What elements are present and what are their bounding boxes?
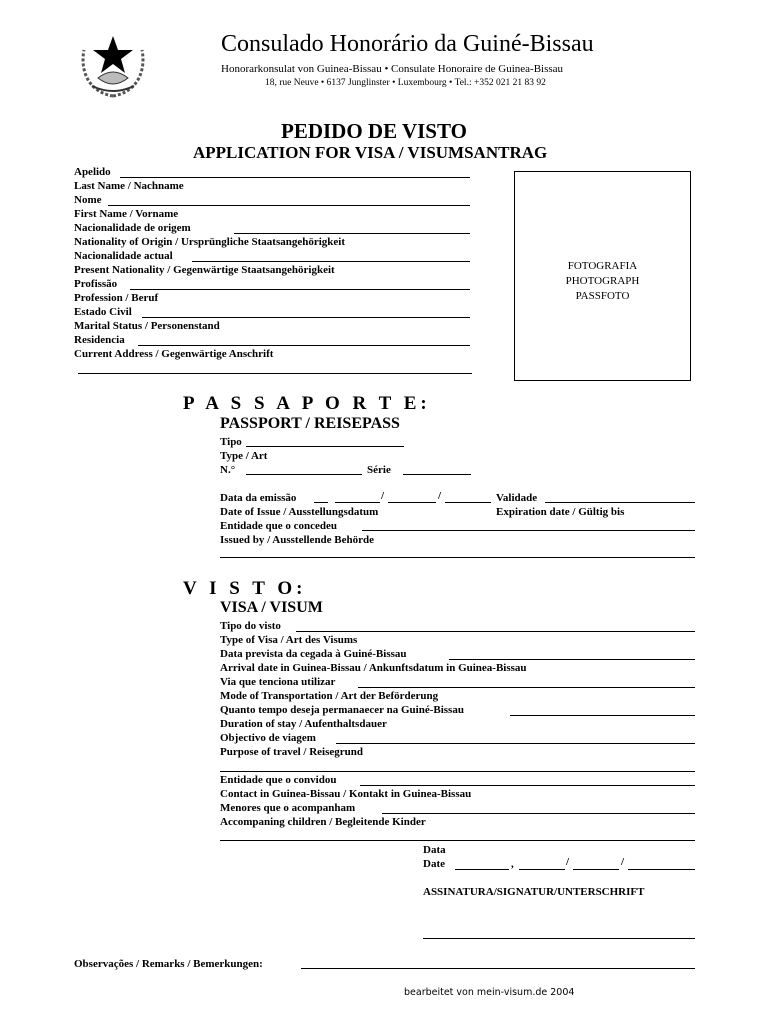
passport-series-field[interactable] bbox=[403, 474, 471, 475]
serie-label: Série bbox=[367, 464, 391, 476]
marital-status-field[interactable] bbox=[142, 317, 470, 318]
consulate-title: Consulado Honorário da Guiné-Bissau bbox=[221, 31, 594, 57]
issue-year-field[interactable] bbox=[445, 502, 491, 503]
children-field[interactable] bbox=[382, 813, 695, 814]
issue-date-prefix-field[interactable] bbox=[314, 502, 328, 503]
residence-field[interactable] bbox=[138, 345, 470, 346]
passport-type-field[interactable] bbox=[246, 446, 404, 447]
validade-label: Validade bbox=[496, 492, 538, 504]
issued-by-label: Issued by / Ausstellende Behörde bbox=[220, 534, 375, 546]
sign-day-field[interactable] bbox=[519, 869, 565, 870]
current-address-label: Current Address / Gegenwärtige Anschrift bbox=[74, 348, 274, 360]
children-continuation-field[interactable] bbox=[220, 840, 695, 841]
issuing-authority-continuation-field[interactable] bbox=[220, 557, 695, 558]
issue-month-field[interactable] bbox=[388, 502, 436, 503]
issuing-authority-field[interactable] bbox=[362, 530, 695, 531]
nacionalidade-origem-label: Nacionalidade de origem bbox=[74, 222, 191, 234]
passport-heading: P A S S A P O R T E: bbox=[183, 393, 431, 414]
arrival-date-field[interactable] bbox=[449, 659, 695, 660]
objectivo-label: Objectivo de viagem bbox=[220, 732, 316, 744]
date-separator: / bbox=[566, 856, 570, 868]
transport-field[interactable] bbox=[358, 687, 695, 688]
nationality-origin-field[interactable] bbox=[234, 233, 470, 234]
date-separator: / bbox=[621, 856, 625, 868]
date-separator: , bbox=[511, 858, 514, 870]
type-label: Type / Art bbox=[220, 450, 268, 462]
form-subtitle: APPLICATION FOR VISA / VISUMSANTRAG bbox=[193, 143, 548, 162]
sign-month-field[interactable] bbox=[573, 869, 619, 870]
passport-number-label: N.° bbox=[220, 464, 236, 476]
signature-label: ASSINATURA/SIGNATUR/UNTERSCHRIFT bbox=[423, 886, 645, 898]
photo-label-pt: FOTOGRAFIA bbox=[567, 260, 638, 272]
mode-label: Mode of Transportation / Art der Beförderung bbox=[220, 690, 439, 702]
present-nationality-label: Present Nationality / Gegenwärtige Staatsangehörigkeit bbox=[74, 264, 335, 276]
consulate-address: 18, rue Neuve • 6137 Junglinster • Luxembourg • Tel.: +352 021 21 83 92 bbox=[265, 78, 546, 88]
data-chegada-label: Data prevista da cegada à Guiné-Bissau bbox=[220, 648, 407, 660]
photo-label-de: PASSFOTO bbox=[575, 290, 630, 302]
children-label: Accompaning children / Begleitende Kinder bbox=[220, 816, 426, 828]
expiration-label: Expiration date / Gültig bis bbox=[496, 506, 625, 518]
purpose-continuation-field[interactable] bbox=[220, 771, 695, 772]
tipo-label: Tipo bbox=[220, 436, 242, 448]
passport-number-field[interactable] bbox=[246, 474, 362, 475]
date-separator: / bbox=[438, 490, 442, 502]
sign-year-field[interactable] bbox=[628, 869, 695, 870]
photo-box[interactable] bbox=[514, 171, 691, 381]
first-name-label: First Name / Vorname bbox=[74, 208, 179, 220]
photo-label-en: PHOTOGRAPH bbox=[565, 275, 640, 287]
date-issue-label: Date of Issue / Ausstellungsdatum bbox=[220, 506, 379, 518]
arrival-label: Arrival date in Guinea-Bissau / Ankunftsdatum in Guinea-Bissau bbox=[220, 662, 527, 674]
passport-subheading: PASSPORT / REISEPASS bbox=[220, 415, 400, 432]
address-continuation-field[interactable] bbox=[78, 373, 472, 374]
coat-of-arms-emblem bbox=[78, 30, 148, 98]
estado-civil-label: Estado Civil bbox=[74, 306, 132, 318]
first-name-field[interactable] bbox=[108, 205, 470, 206]
data-emissao-label: Data da emissão bbox=[220, 492, 297, 504]
form-title: PEDIDO DE VISTO bbox=[281, 119, 467, 143]
signature-field[interactable] bbox=[423, 938, 695, 939]
remarks-label: Observações / Remarks / Bemerkungen: bbox=[74, 958, 263, 970]
sign-date-prefix-field[interactable] bbox=[455, 869, 509, 870]
visa-subheading: VISA / VISUM bbox=[220, 599, 323, 616]
footer-note: bearbeitet von mein-visum.de 2004 bbox=[404, 987, 575, 998]
present-nationality-field[interactable] bbox=[192, 261, 470, 262]
date-label: Date bbox=[423, 858, 445, 870]
validity-field[interactable] bbox=[545, 502, 695, 503]
remarks-field[interactable] bbox=[301, 968, 695, 969]
profession-label: Profession / Beruf bbox=[74, 292, 159, 304]
marital-status-label: Marital Status / Personenstand bbox=[74, 320, 220, 332]
purpose-label: Purpose of travel / Reisegrund bbox=[220, 746, 363, 758]
menores-label: Menores que o acompanham bbox=[220, 802, 356, 814]
via-label: Via que tenciona utilizar bbox=[220, 676, 336, 688]
contact-field[interactable] bbox=[360, 785, 695, 786]
duration-label: Duration of stay / Aufenthaltsdauer bbox=[220, 718, 387, 730]
last-name-field[interactable] bbox=[120, 177, 470, 178]
apelido-label: Apelido bbox=[74, 166, 111, 178]
data-label: Data bbox=[423, 844, 446, 856]
tipo-visto-label: Tipo do visto bbox=[220, 620, 281, 632]
type-visa-label: Type of Visa / Art des Visums bbox=[220, 634, 358, 646]
visa-type-field[interactable] bbox=[296, 631, 695, 632]
entidade-convidou-label: Entidade que o convidou bbox=[220, 774, 337, 786]
consulate-subtitle: Honorarkonsulat von Guinea-Bissau • Consulate Honoraire de Guinea-Bissau bbox=[221, 63, 564, 75]
purpose-field[interactable] bbox=[336, 743, 695, 744]
nationality-origin-label: Nationality of Origin / Ursprüngliche Staatsangehörigkeit bbox=[74, 236, 346, 248]
duration-field[interactable] bbox=[510, 715, 695, 716]
nacionalidade-actual-label: Nacionalidade actual bbox=[74, 250, 173, 262]
entidade-label: Entidade que o concedeu bbox=[220, 520, 338, 532]
issue-day-field[interactable] bbox=[335, 502, 380, 503]
profession-field[interactable] bbox=[130, 289, 470, 290]
nome-label: Nome bbox=[74, 194, 102, 206]
last-name-label: Last Name / Nachname bbox=[74, 180, 184, 192]
visa-heading: V I S T O: bbox=[183, 578, 307, 599]
residencia-label: Residencia bbox=[74, 334, 125, 346]
date-separator: / bbox=[381, 490, 385, 502]
quanto-label: Quanto tempo deseja permanaecer na Guiné-Bissau bbox=[220, 704, 464, 716]
contact-label: Contact in Guinea-Bissau / Kontakt in Guinea-Bissau bbox=[220, 788, 472, 800]
profissao-label: Profissão bbox=[74, 278, 118, 290]
